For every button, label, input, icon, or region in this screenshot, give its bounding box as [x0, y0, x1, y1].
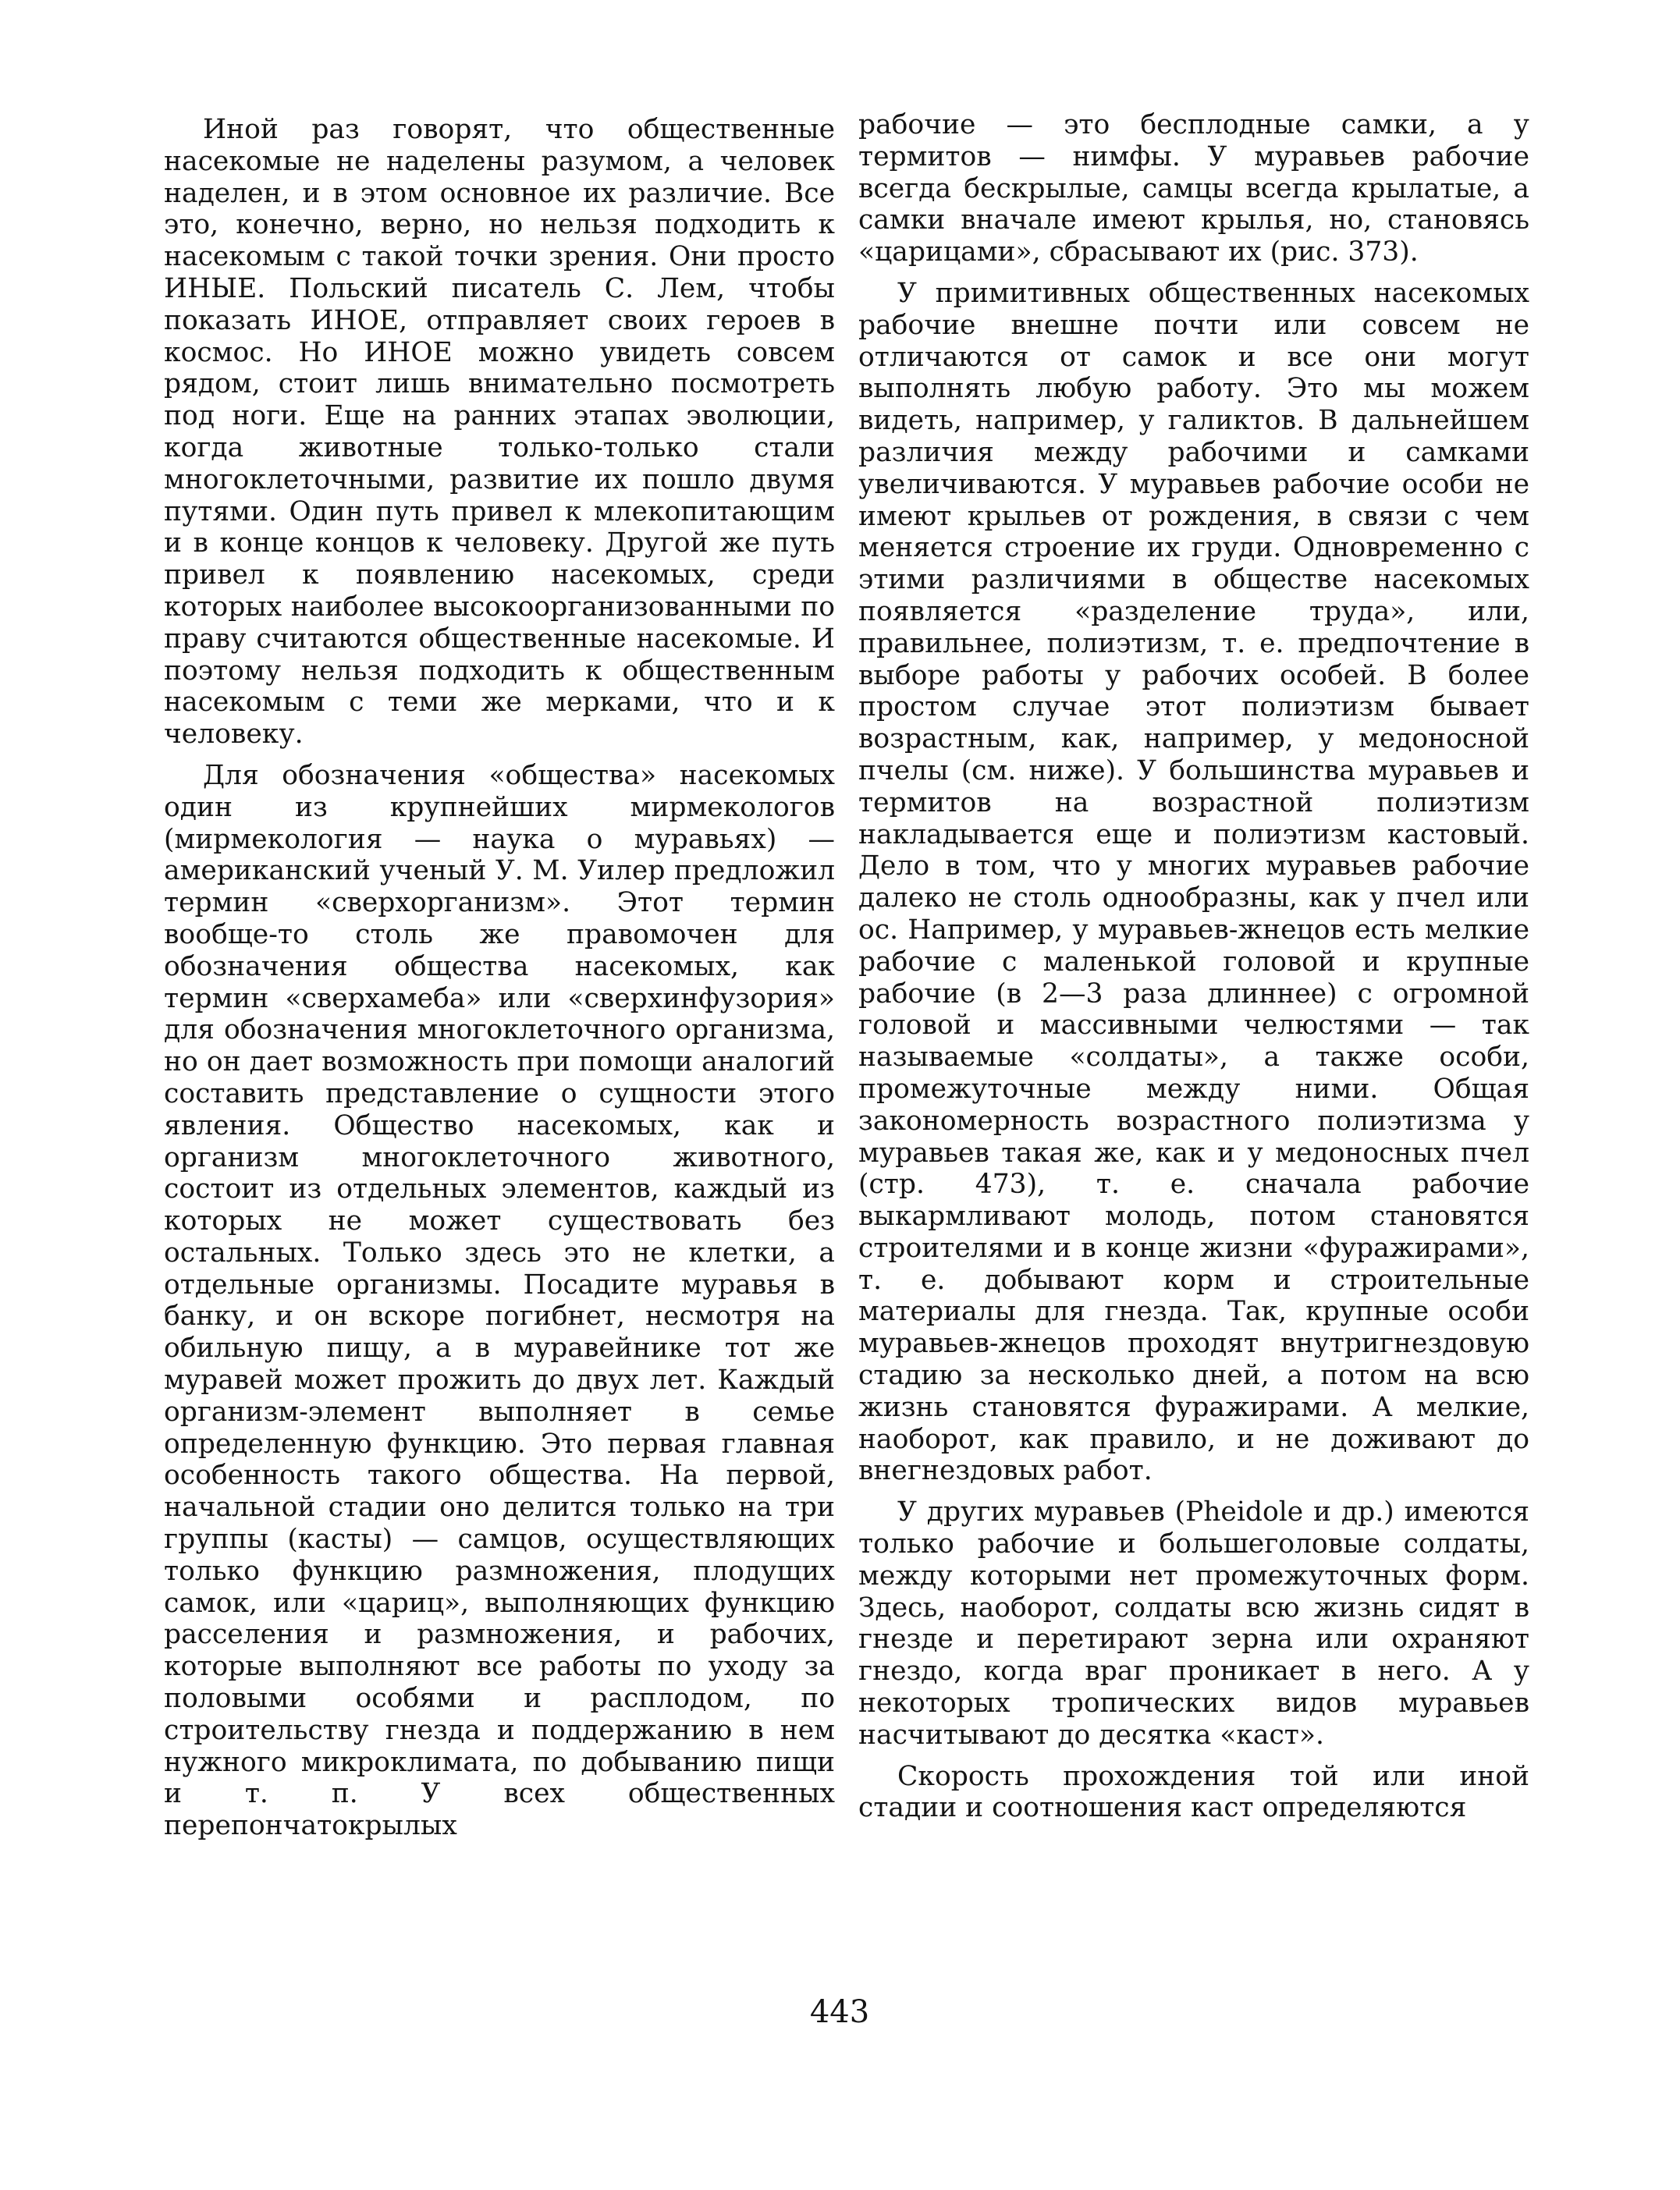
paragraph: рабочие — это бесплодные самки, а у термитов — нимфы. У муравьев рабочие всегда бескрылые, самцы всегда крылатые, а самки вначале имеют крылья, но, становясь «царицами», сбрасывают их (рис. 373). — [858, 109, 1529, 268]
left-column — [164, 114, 835, 1851]
paragraph: Иной раз говорят, что общественные насекомые не наделены разумом, а человек наделен, и в этом основное их различие. Все это, конечно, верно, но нельзя подходить к насекомым с такой точки зрения. Они просто ИНЫЕ. Польский писатель С. Лем, чтобы показать ИНОЕ, отправляет своих героев в космос. Но ИНОЕ можно увидеть совсем рядом, стоит лишь внимательно посмотреть под ноги. Еще на ранних этапах эволюции, когда животные только-только стали многоклеточными, развитие их пошло двумя путями. Один путь привел к млекопитающим и в конце концов к человеку. Другой же путь привел к появлению насекомых, среди которых наиболее высокоорганизованными по праву считаются общественные насекомые. И поэтому нельзя подходить к общественным насекомым с теми же мерками, что и к человеку. — [164, 114, 835, 751]
paragraph: У примитивных общественных насекомых рабочие внешне почти или совсем не отличаются от самок и все они могут выполнять любую работу. Это мы можем видеть, например, у галиктов. В дальнейшем различия между рабочими и самками увеличиваются. У муравьев рабочие особи не имеют крыльев от рождения, в связи с чем меняется строение их груди. Одновременно с этими различиями в обществе насекомых появляется «разделение труда», или, правильнее, полиэтизм, т. е. предпочтение в выборе работы у рабочих особей. В более простом случае этот полиэтизм бывает возрастным, как, например, у медоносной пчелы (см. ниже). У большинства муравьев и термитов на возрастной полиэтизм накладывается еще и полиэтизм кастовый. Дело в том, что у многих муравьев рабочие далеко не столь однообразны, как у пчел или ос. Например, у муравьев-жнецов есть мелкие рабочие с маленькой головой и крупные рабочие (в 2—3 раза длиннее) с огромной головой и массивными челюстями — так называемые «солдаты», а также особи, промежуточные между ними. Общая закономерность возрастного полиэтизма у муравьев такая же, как и у медоносных пчел (стр. 473), т. е. сначала рабочие выкармливают молодь, потом становятся строителями и в конце жизни «фуражирами», т. е. добывают корм и строительные материалы для гнезда. Так, крупные особи муравьев-жнецов проходят внутригнездовую стадию за несколько дней, а потом на всю жизнь становятся фуражирами. А мелкие, наоборот, как правило, и не доживают до внегнездовых работ. — [858, 277, 1529, 1487]
right-column — [858, 109, 1529, 1833]
paragraph: Скорость прохождения той или иной стадии и соотношения каст определяются — [858, 1760, 1529, 1824]
page-number: 443 — [809, 1994, 870, 2030]
paragraph: Для обозначения «общества» насекомых один из крупнейших мирмекологов (мирмекология — наука о муравьях) — американский ученый У. М. Уилер предложил термин «сверхорганизм». Этот термин вообще-то столь же правомочен для обозначения общества насекомых, как термин «сверхамеба» или «сверхинфузория» для обозначения многоклеточного организма, но он дает возможность при помощи аналогий составить представление о сущности этого явления. Общество насекомых, как и организм многоклеточного животного, состоит из отдельных элементов, каждый из которых не может существовать без остальных. Только здесь это не клетки, а отдельные организмы. Посадите муравья в банку, и он вскоре погибнет, несмотря на обильную пищу, а в муравейнике тот же муравей может прожить до двух лет. Каждый организм-элемент выполняет в семье определенную функцию. Это первая главная особенность такого общества. На первой, начальной стадии оно делится только на три группы (касты) — самцов, осуществляющих только функцию размножения, плодущих самок, или «цариц», выполняющих функцию расселения и размножения, и рабочих, которые выполняют все работы по уходу за половыми особями и расплодом, по строительству гнезда и поддержанию в нем нужного микроклимата, по добыванию пищи и т. п. У всех общественных перепончатокрылых — [164, 759, 835, 1842]
paragraph: У других муравьев (Pheidole и др.) имеются только рабочие и большеголовые солдаты, между которыми нет промежуточных форм. Здесь, наоборот, солдаты всю жизнь сидят в гнезде и перетирают зерна или охраняют гнездо, когда враг проникает в него. А у некоторых тропических видов муравьев насчитывают до десятка «каст». — [858, 1496, 1529, 1751]
